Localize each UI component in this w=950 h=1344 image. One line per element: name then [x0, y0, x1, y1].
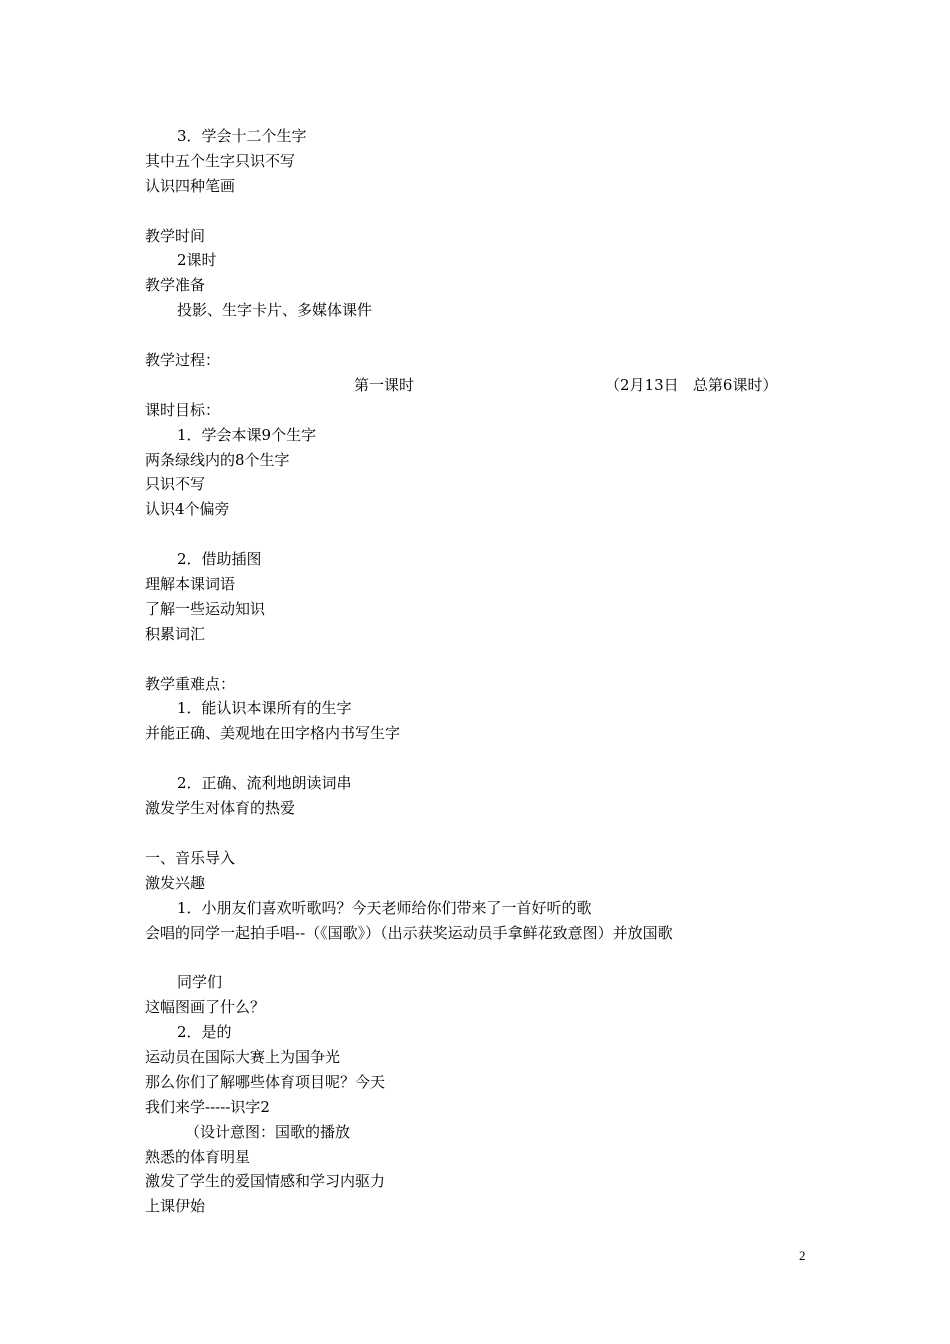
text-line: 2．是的: [177, 1023, 232, 1042]
text-line: 运动员在国际大赛上为国争光: [145, 1047, 341, 1066]
text-line: 熟悉的体育明星: [145, 1147, 251, 1166]
text-line: （设计意图：国歌的播放: [185, 1122, 351, 1141]
text-line: 两条绿线内的8个生字: [145, 450, 290, 469]
text-line: 我们来学-----识字2: [145, 1097, 270, 1116]
section-heading: 教学时间: [145, 226, 206, 245]
document-body: [145, 124, 825, 1219]
text-line: 3．学会十二个生字: [177, 127, 307, 145]
section-heading: 课时目标：: [145, 400, 221, 419]
lesson-title: 第一课时: [354, 375, 415, 394]
text-line: 1．能认识本课所有的生字: [177, 699, 352, 718]
lesson-date-note: （2月13日 总第6课时）: [605, 375, 778, 394]
section-heading: 一、音乐导入: [145, 848, 236, 867]
text-line: 激发学生对体育的热爱: [145, 799, 296, 818]
section-heading: 教学重难点：: [145, 674, 236, 693]
text-line: 理解本课词语: [145, 575, 236, 594]
text-line: 2．借助插图: [177, 550, 262, 569]
text-line: 只识不写: [145, 475, 206, 494]
text-line: 并能正确、美观地在田字格内书写生字: [145, 724, 401, 743]
text-line: 上课伊始: [145, 1197, 206, 1216]
text-line: 会唱的同学一起拍手唱--（《国歌》）（出示获奖运动员手拿鲜花致意图）并放国歌: [145, 923, 673, 942]
lesson-title-row: [145, 373, 825, 398]
blank-line: [145, 522, 825, 547]
text-line: 认识四种笔画: [145, 176, 236, 195]
text-line: 1．学会本课9个生字: [177, 425, 317, 444]
text-line: 激发兴趣: [145, 873, 206, 892]
blank-line: [145, 746, 825, 771]
text-line: 投影、生字卡片、多媒体课件: [177, 301, 373, 320]
blank-line: [145, 821, 825, 846]
text-line: 2课时: [177, 251, 217, 270]
text-line: 激发了学生的爱国情感和学习内驱力: [145, 1172, 386, 1191]
text-line: 认识4个偏旁: [145, 500, 230, 519]
text-line: 了解一些运动知识: [145, 599, 266, 618]
blank-line: [145, 199, 825, 224]
page-number: 2: [799, 1248, 806, 1263]
blank-line: [145, 647, 825, 672]
text-line: 那么你们了解哪些体育项目呢？今天: [145, 1072, 386, 1091]
text-line: 1．小朋友们喜欢听歌吗？今天老师给你们带来了一首好听的歌: [177, 898, 592, 917]
blank-line: [145, 323, 825, 348]
section-heading: 教学准备: [145, 276, 206, 295]
blank-line: [145, 945, 825, 970]
text-line: 这幅图画了什么？: [145, 998, 266, 1017]
section-heading: 教学过程：: [145, 351, 221, 370]
text-line: 同学们: [177, 973, 223, 992]
text-line: 2．正确、流利地朗读词串: [177, 774, 352, 793]
text-line: 其中五个生字只识不写: [145, 151, 296, 170]
text-line: 积累词汇: [145, 624, 206, 643]
